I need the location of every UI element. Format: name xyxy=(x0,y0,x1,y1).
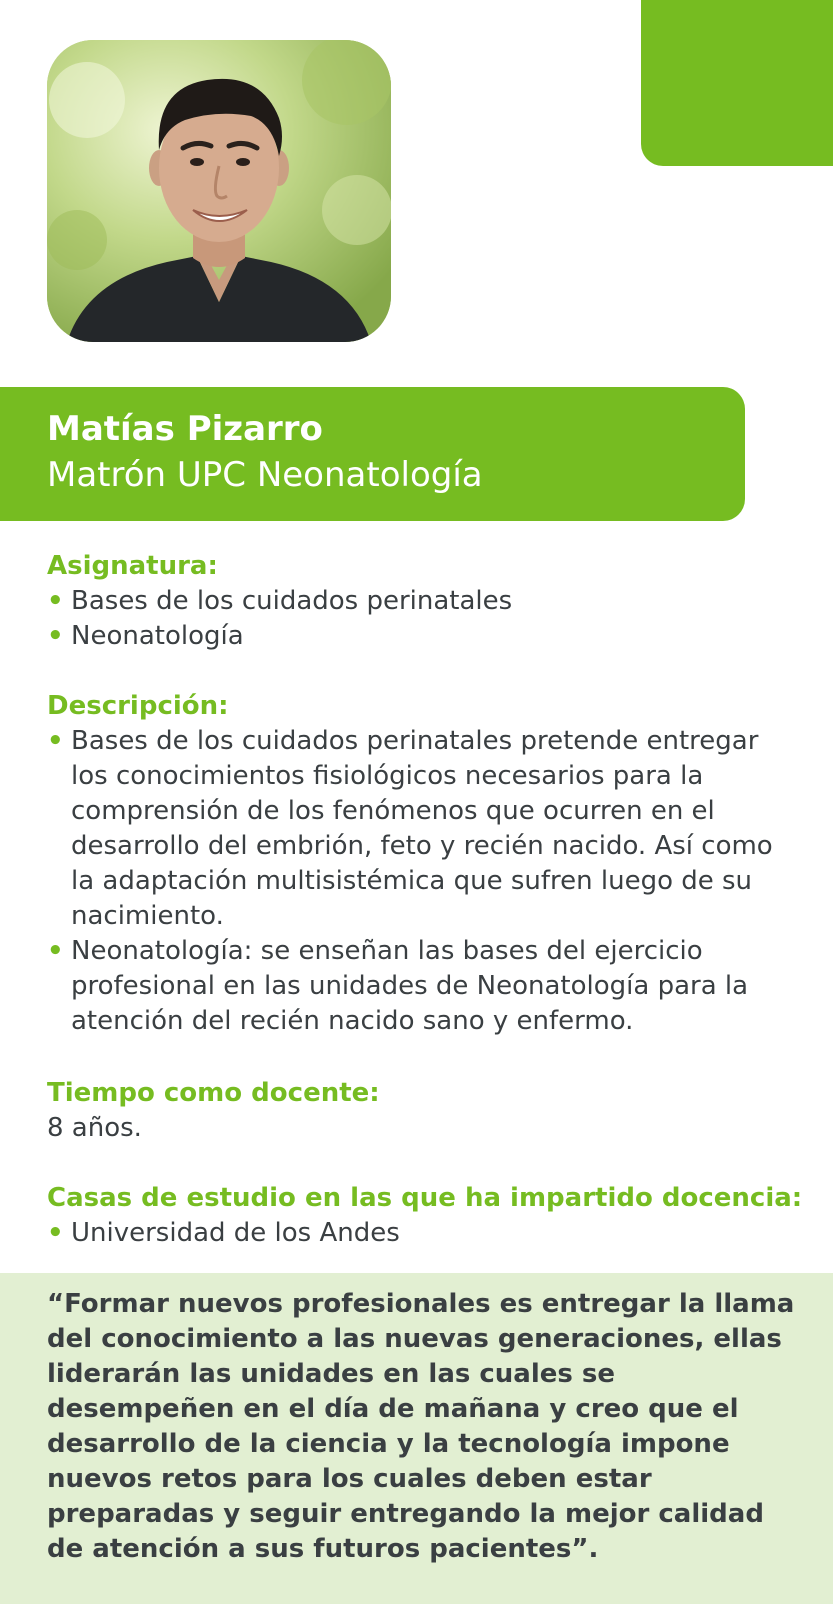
bullet-icon: • xyxy=(47,726,64,756)
descripcion-heading: Descripción: xyxy=(47,691,229,721)
list-item: • Bases de los cuidados perinatales xyxy=(47,584,797,619)
quote-text: “Formar nuevos profesionales es entregar la llama del conocimiento a las nuevas generaciones, ellas liderarán las unidades en las cuales se desempeñen en el día de mañana y creo que el desarrollo de la ciencia y la tecnología impone nuevos retos para los cuales deben estar preparadas y seguir entregando la mejor calidad de atención a sus futuros pacientes”. xyxy=(47,1289,795,1564)
list-item: • Universidad de los Andes xyxy=(47,1216,797,1251)
portrait-illustration xyxy=(47,40,391,342)
casas-list xyxy=(47,1216,797,1251)
corner-accent xyxy=(641,0,833,166)
bullet-icon: • xyxy=(47,936,64,966)
tiempo-section xyxy=(47,1076,797,1146)
bullet-icon: • xyxy=(47,1218,64,1248)
casas-section xyxy=(47,1181,803,1251)
bullet-icon: • xyxy=(47,621,64,651)
profile-photo xyxy=(47,40,391,342)
profile-name: Matías Pizarro xyxy=(47,409,323,449)
profile-role: Matrón UPC Neonatología xyxy=(47,455,483,495)
list-item: • Neonatología: se enseñan las bases del ejercicio profesional en las unidades de Neonatología para la atención del recién nacido sano y enfermo. xyxy=(47,936,749,1036)
asignatura-section xyxy=(47,549,797,654)
name-band xyxy=(0,387,745,521)
tiempo-heading: Tiempo como docente: xyxy=(47,1078,380,1108)
list-item: • Neonatología xyxy=(47,619,797,654)
asignatura-list xyxy=(47,584,797,654)
tiempo-value: 8 años. xyxy=(47,1113,142,1143)
descripcion-section xyxy=(47,689,797,1039)
list-item: • Bases de los cuidados perinatales pretende entregar los conocimientos fisiológicos necesarios para la comprensión de los fenómenos que ocurren en el desarrollo del embrión, feto y recién nacido. Así como la adaptación multisistémica que sufren luego de su nacimiento. xyxy=(47,726,773,931)
bullet-icon: • xyxy=(47,586,64,616)
asignatura-heading: Asignatura: xyxy=(47,551,218,581)
casas-heading: Casas de estudio en las que ha impartido docencia: xyxy=(47,1183,803,1213)
descripcion-list xyxy=(47,724,797,1039)
